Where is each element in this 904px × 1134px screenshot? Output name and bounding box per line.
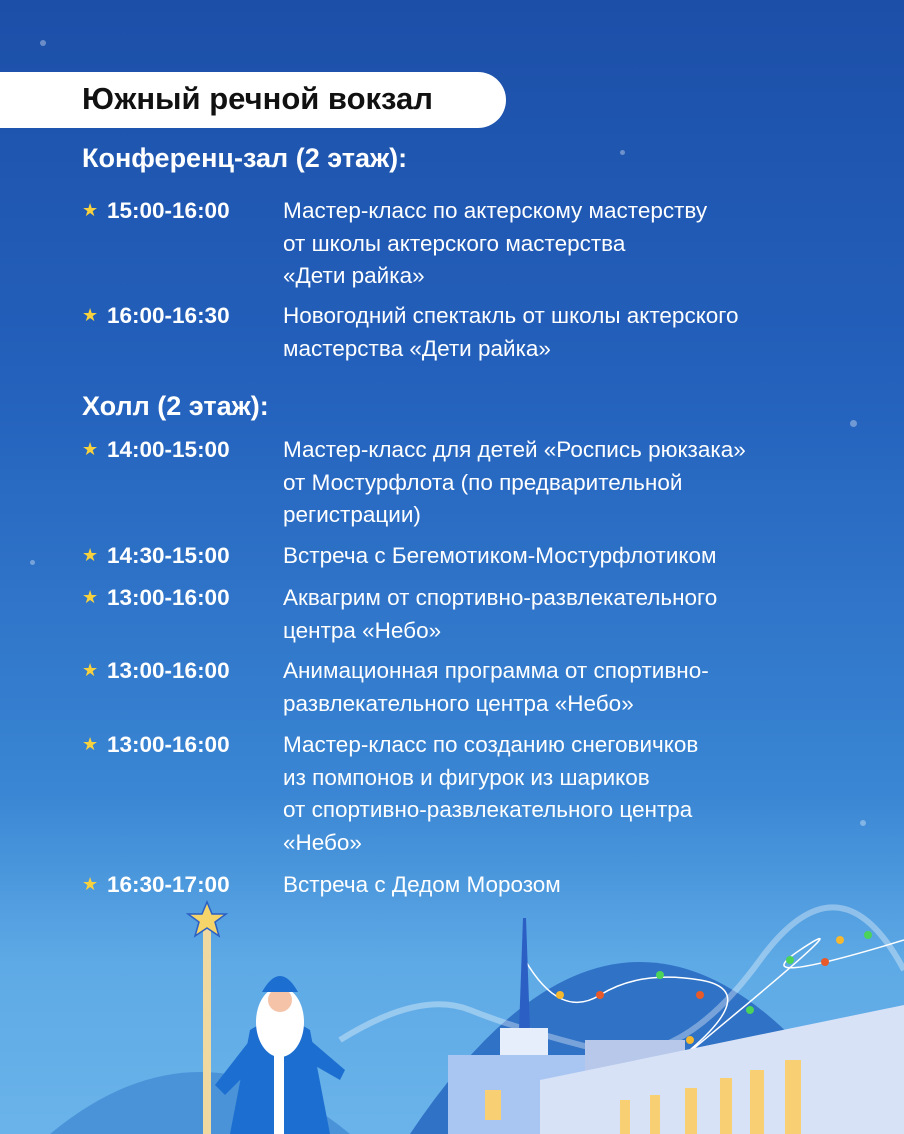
spire [519, 918, 530, 1030]
item-desc: Встреча с Бегемотиком-Мостурфлотиком [283, 543, 717, 568]
item-desc: Встреча с Дедом Морозом [283, 872, 561, 897]
section-heading: Конференц-зал (2 этаж): [82, 143, 408, 173]
star-icon: ★ [82, 874, 99, 894]
star-icon: ★ [82, 439, 99, 459]
snowflake [30, 560, 35, 565]
item-desc: Аквагрим от спортивно-развлекательного центра «Небо» [283, 585, 718, 643]
item-time: 14:00-15:00 [107, 437, 230, 462]
item-desc: Мастер-класс по созданию снеговичков из помпонов и фигурок из шариков от спортивно-развлекательного центра «Небо» [283, 732, 699, 855]
star-icon: ★ [82, 545, 99, 565]
item-desc: Мастер-класс по актерскому мастерству от школы актерского мастерства «Дети райка» [283, 198, 708, 288]
star-icon: ★ [82, 660, 99, 680]
section-heading: Холл (2 этаж): [82, 391, 269, 421]
star-icon: ★ [82, 305, 99, 325]
item-time: 13:00-16:00 [107, 732, 230, 757]
item-desc: Мастер-класс для детей «Роспись рюкзака» от Мостурфлота (по предварительной регистрации) [283, 437, 746, 527]
title-banner [0, 72, 506, 128]
snowflake [620, 150, 625, 155]
snowflake [40, 40, 46, 46]
item-desc: Новогодний спектакль от школы актерского мастерства «Дети райка» [283, 303, 739, 361]
item-time: 16:00-16:30 [107, 303, 230, 328]
star-icon: ★ [82, 587, 99, 607]
page-title: Южный речной вокзал [82, 81, 433, 116]
winter-scene-illustration [0, 900, 904, 1134]
item-desc: Анимационная программа от спортивно- развлекательного центра «Небо» [283, 658, 709, 716]
star-icon: ★ [82, 734, 99, 754]
item-time: 16:30-17:00 [107, 872, 230, 897]
item-time: 13:00-16:00 [107, 585, 230, 610]
station-sign [500, 1028, 548, 1056]
snowflake [850, 420, 857, 427]
item-time: 13:00-16:00 [107, 658, 230, 683]
item-time: 14:30-15:00 [107, 543, 230, 568]
star-icon: ★ [82, 200, 99, 220]
item-time: 15:00-16:00 [107, 198, 230, 223]
